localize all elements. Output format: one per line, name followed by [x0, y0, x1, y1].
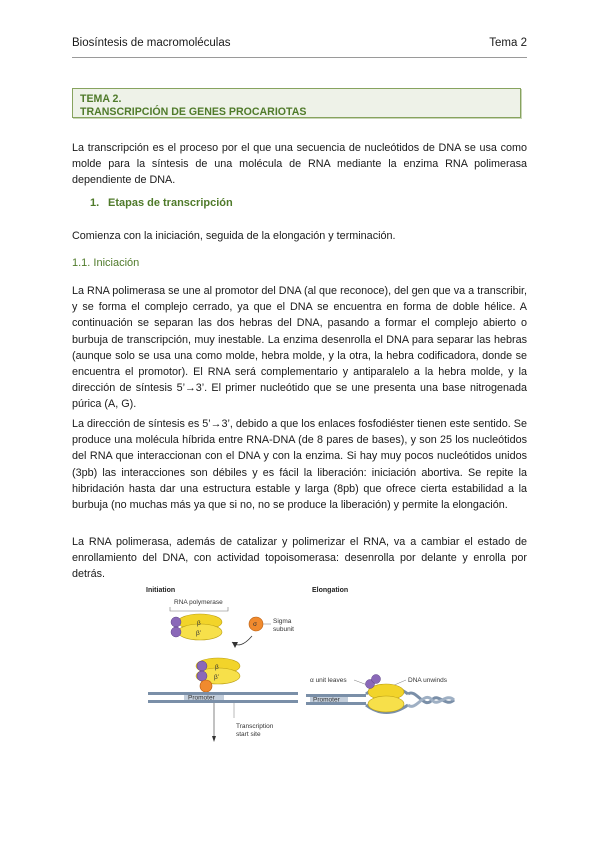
- dna-unwinds-label: DNA unwinds: [408, 677, 448, 684]
- elongation-label: Elongation: [312, 587, 349, 594]
- subsection-heading: 1.1. Iniciación: [72, 257, 140, 269]
- initiation-label: Initiation: [146, 587, 176, 594]
- holoenzyme: [196, 658, 240, 692]
- header-topic-number: Tema 2: [489, 37, 527, 49]
- dna-strand-bottom: [148, 700, 298, 703]
- header-course-title: Biosíntesis de macromoléculas: [72, 37, 231, 49]
- topic-title-line2: TRANSCRIPCIÓN DE GENES PROCARIOTAS: [80, 106, 307, 118]
- beta-subunit-label: β: [197, 620, 201, 627]
- topic-title-line1: TEMA 2.: [80, 93, 122, 105]
- holoenzyme-beta-label: β: [215, 664, 219, 671]
- rna-polymerase-label: RNA polymerase: [174, 599, 223, 606]
- core-enzyme: [171, 614, 222, 640]
- rna-polymerase-bracket: [170, 607, 228, 611]
- sigma-leaves-label: α unit leaves: [310, 677, 347, 684]
- intro-paragraph: La transcripción es el proceso por el que una secuencia de nucleótidos de DNA se usa como molde para la síntesis de una molécula de RNA mediante la enzima RNA polimerasa dependiente de DNA.: [72, 142, 527, 187]
- transcription-diagram: [140, 578, 470, 758]
- paragraph-synthesis-direction: La dirección de síntesis es 5’→3’, debido a que los enlaces fosfodiéster tienen este sentido. Se produce una molécula híbrida entre RNA-DNA (de 8 pares de bases), y son 25 los nucleótidos del RNA que interaccionan con el DNA y con la enzima. Si hay muy pocos nucleótidos unidos (3pb) las interacciones son débiles y es fácil la liberación: iniciación abortiva. Se repite la hibridación hasta dar una estructura estable y larga (8pb) que ofrece cierta estabilidad a la burbuja (no muchas más ya que si no, no se produce la liberación) y permite la elongación.: [72, 418, 527, 512]
- section-intro-text: Comienza con la iniciación, seguida de la elongación y terminación.: [72, 230, 396, 242]
- dna-strand-top: [148, 692, 298, 695]
- elongation-promoter-label: Promoter: [313, 696, 340, 704]
- sigma-subunit: [249, 617, 294, 633]
- sigma-symbol: σ: [253, 621, 258, 628]
- start-site-label-line2: start site: [236, 731, 261, 738]
- page-header: [72, 37, 527, 58]
- sigma-label-line2: subunit: [273, 626, 294, 633]
- holoenzyme-beta-prime-label: β’: [214, 674, 220, 681]
- section-heading: [90, 197, 233, 209]
- topic-title-box: [72, 88, 521, 118]
- paragraph-initiation: La RNA polimerasa se une al promotor del DNA (al que reconoce), del gen que va a transcribir, y se forma el complejo cerrado, ya que el DNA se encuentra en forma de doble hélice. A continuación se separan las dos hebras del DNA, pasando a formar el complejo abierto o burbuja de transcripción, muy inestable. La enzima desenrolla el DNA para separar las hebras (aunque solo se usa una como molde, hebra molde, y la otra, la hebra codificadora, donde se encuentra el promotor). El RNA será complementario y antiparalelo a la hebra molde, y la dirección de síntesis 5’→3’. El primer nucleótido que se une presenta una base nitrogenada púrica (A, G).: [72, 285, 527, 411]
- start-site-arrowhead: [212, 736, 216, 742]
- sigma-label-line1: Sigma: [273, 618, 292, 625]
- transcription-figure: [140, 578, 470, 758]
- paragraph-topoisomerase: La RNA polimerasa, además de catalizar y polimerizar el RNA, va a cambiar el estado de enrollamiento del DNA, con actividad topoisomerasa: desenrolla por delante y enrolla por detrás.: [72, 536, 527, 581]
- start-site-label-line1: Transcription: [236, 723, 274, 730]
- beta-prime-subunit-label: β’: [196, 630, 202, 637]
- section-number: 1.: [90, 197, 100, 209]
- section-title: Etapas de transcripción: [108, 197, 233, 209]
- promoter-label: Promoter: [188, 694, 215, 702]
- elongating-enzyme: [366, 675, 405, 713]
